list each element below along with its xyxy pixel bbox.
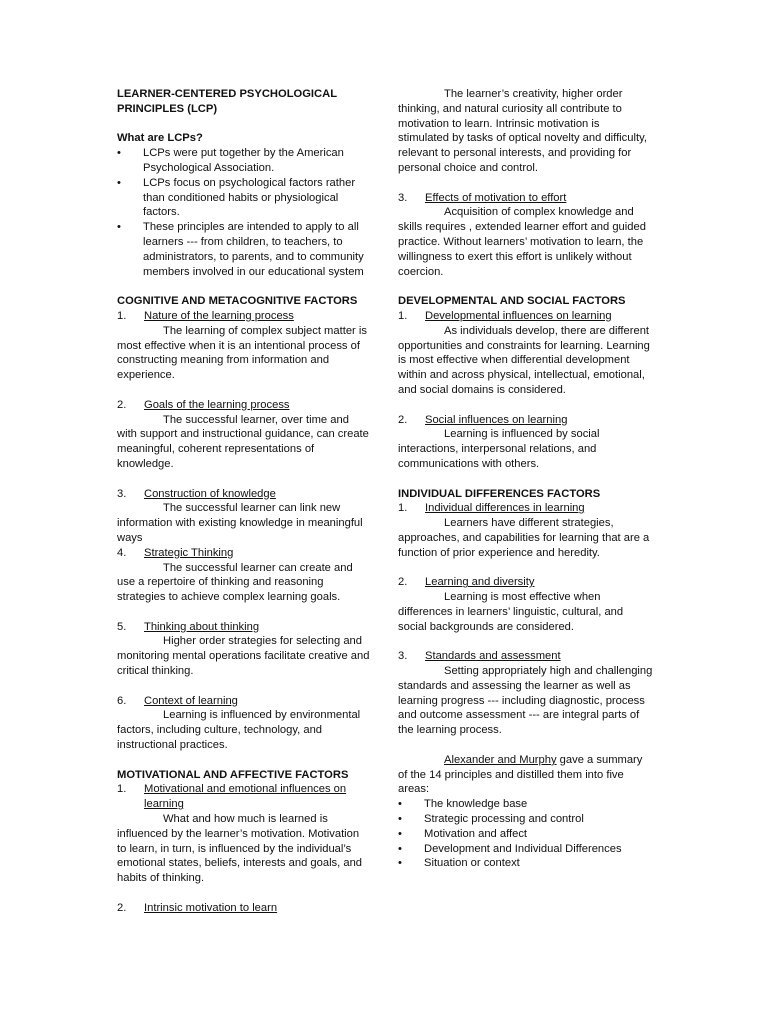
principle-heading xyxy=(117,782,370,812)
principle-title: Social influences on learning xyxy=(425,413,568,426)
principle-body: Setting appropriately high and challenging standards and assessing the learner as well as learning progress --- including diagnostic, process and outcome assessment --- are integral parts of the learning process. xyxy=(398,665,653,737)
list-item xyxy=(117,220,370,279)
what-are-lcps-list xyxy=(117,146,370,279)
list-item xyxy=(398,842,653,857)
principle-body: Learners have different strategies, approaches, and capabilities for learning that are a function of prior experience and heredity. xyxy=(398,517,650,559)
principle-number: 1. xyxy=(398,502,408,515)
list-item xyxy=(398,797,653,812)
principle-body: Learning is influenced by social interactions, interpersonal relations, and communications with others. xyxy=(398,428,600,470)
principle-body: The successful learner can create and use a repertoire of thinking and reasoning strategies to achieve complex learning goals. xyxy=(117,561,353,604)
list-item-text: Strategic processing and control xyxy=(424,813,584,826)
principle-body: Learning is most effective when differences in learners’ linguistic, cultural, and social backgrounds are considered. xyxy=(398,591,624,633)
bullet-marker: • xyxy=(398,827,402,840)
principle-heading xyxy=(117,620,370,635)
individual-differences-heading: INDIVIDUAL DIFFERENCES FACTORS xyxy=(398,487,601,500)
list-item xyxy=(398,827,653,842)
list-item-text: Motivation and affect xyxy=(424,827,528,840)
principle-number: 4. xyxy=(117,546,127,559)
list-item-text: Situation or context xyxy=(424,857,520,870)
principle-title: Goals of the learning process xyxy=(144,398,290,411)
principle-number: 2. xyxy=(398,413,408,426)
principle-number: 3. xyxy=(398,191,408,204)
principle-title: Context of learning xyxy=(144,694,238,707)
principle-heading xyxy=(117,398,370,413)
principle-heading xyxy=(117,901,370,916)
principle-number: 6. xyxy=(117,694,127,707)
list-item-text: LCPs were put together by the American Psychological Association. xyxy=(143,147,344,174)
bullet-marker: • xyxy=(398,798,402,811)
principle-heading xyxy=(398,309,653,324)
developmental-factors-heading: DEVELOPMENTAL AND SOCIAL FACTORS xyxy=(398,295,626,308)
principle-body: The successful learner, over time and with support and instructional guidance, can create meaningful, coherent representations of knowledge. xyxy=(117,413,369,470)
summary-areas-list xyxy=(398,797,653,871)
list-item xyxy=(398,856,653,871)
motivational-factors-heading: MOTIVATIONAL AND AFFECTIVE FACTORS xyxy=(117,768,349,781)
bullet-marker: • xyxy=(398,857,402,870)
list-item xyxy=(117,146,370,176)
principle-body: Higher order strategies for selecting and monitoring mental operations facilitate creative and critical thinking. xyxy=(117,635,370,678)
principle-body: What and how much is learned is influenced by the learner’s motivation. Motivation to learn, in turn, is influenced by the individual’s emotional states, beliefs, interests and goals, and habits of thinking. xyxy=(117,813,363,885)
document-title-line-1: LEARNER-CENTERED PSYCHOLOGICAL xyxy=(117,88,338,100)
principle-heading xyxy=(117,546,370,561)
principle-title: Individual differences in learning xyxy=(425,502,585,515)
list-item xyxy=(398,812,653,827)
principle-title: Standards and assessment xyxy=(425,650,561,663)
principle-title: Learning and diversity xyxy=(425,576,535,589)
summary-paragraph xyxy=(398,753,653,797)
principle-heading xyxy=(398,501,653,516)
document-title-line-2: PRINCIPLES (LCP) xyxy=(117,102,218,115)
bullet-marker: • xyxy=(117,221,121,234)
list-item-text: These principles are intended to apply to all learners --- from children, to teachers, to administrators, to parents, and to community members involved in our educational system xyxy=(143,221,364,278)
principle-number: 1. xyxy=(117,309,127,322)
principle-body: Acquisition of complex knowledge and skills requires , extended learner effort and guided practice. Without learners’ motivation to learn, the willingness to exert this effort is unlikely without coercion. xyxy=(398,206,646,278)
principle-body: The learning of complex subject matter is most effective when it is an intentional process of constructing meaning from information and experience. xyxy=(117,324,367,382)
principle-title: Construction of knowledge xyxy=(144,487,276,500)
list-item xyxy=(117,176,370,220)
principle-heading xyxy=(398,575,653,590)
principle-number: 2. xyxy=(117,901,127,914)
principle-title: Strategic Thinking xyxy=(144,546,234,559)
cognitive-factors-heading: COGNITIVE AND METACOGNITIVE FACTORS xyxy=(117,295,358,308)
principle-title: Motivational and emotional influences on learning xyxy=(144,783,347,811)
principle-number: 1. xyxy=(398,309,408,322)
left-column xyxy=(117,87,370,916)
principle-title: Nature of the learning process xyxy=(144,309,294,322)
principle-title: Developmental influences on learning xyxy=(425,309,612,322)
list-item-text: The knowledge base xyxy=(424,798,528,811)
list-item-text: LCPs focus on psychological factors rather than conditioned habits or physiological factors. xyxy=(143,176,356,219)
bullet-marker: • xyxy=(117,147,121,160)
principle-heading xyxy=(398,191,653,206)
principle-number: 2. xyxy=(117,398,127,411)
bullet-marker: • xyxy=(398,813,402,826)
principle-number: 3. xyxy=(117,487,127,500)
principle-title: Effects of motivation to effort xyxy=(425,191,567,204)
principle-heading xyxy=(398,413,653,428)
what-are-lcps-heading: What are LCPs? xyxy=(117,132,203,145)
principle-title: Thinking about thinking xyxy=(144,620,260,633)
bullet-marker: • xyxy=(117,176,121,189)
principle-body: The learner’s creativity, higher order thinking, and natural curiosity all contribute to motivation to learn. Intrinsic motivation is stimulated by tasks of optical novelty and difficulty, relevant to personal interests, and providing for personal choice and control. xyxy=(398,88,647,174)
principle-heading xyxy=(117,694,370,709)
principle-body: Learning is influenced by environmental factors, including culture, technology, and instructional practices. xyxy=(117,709,361,752)
principle-heading xyxy=(117,487,370,502)
principle-heading xyxy=(398,649,653,664)
principle-number: 3. xyxy=(398,650,408,663)
principle-number: 1. xyxy=(117,783,127,796)
principle-number: 5. xyxy=(117,620,127,633)
principle-number: 2. xyxy=(398,576,408,589)
principle-title: Intrinsic motivation to learn xyxy=(144,901,278,914)
right-column xyxy=(398,87,653,871)
summary-text: gave a summary of the 14 principles and distilled them into five areas: xyxy=(398,753,643,796)
bullet-marker: • xyxy=(398,842,402,855)
summary-authors: Alexander and Murphy xyxy=(444,753,557,766)
principle-heading xyxy=(117,309,370,324)
principle-body: As individuals develop, there are different opportunities and constraints for learning. Learning is most effective when differential development within and across physical, intellectual, emotional, and social domains is considered. xyxy=(398,324,650,396)
principle-body: The successful learner can link new information with existing knowledge in meaningful ways xyxy=(117,502,363,544)
list-item-text: Development and Individual Differences xyxy=(424,842,622,855)
